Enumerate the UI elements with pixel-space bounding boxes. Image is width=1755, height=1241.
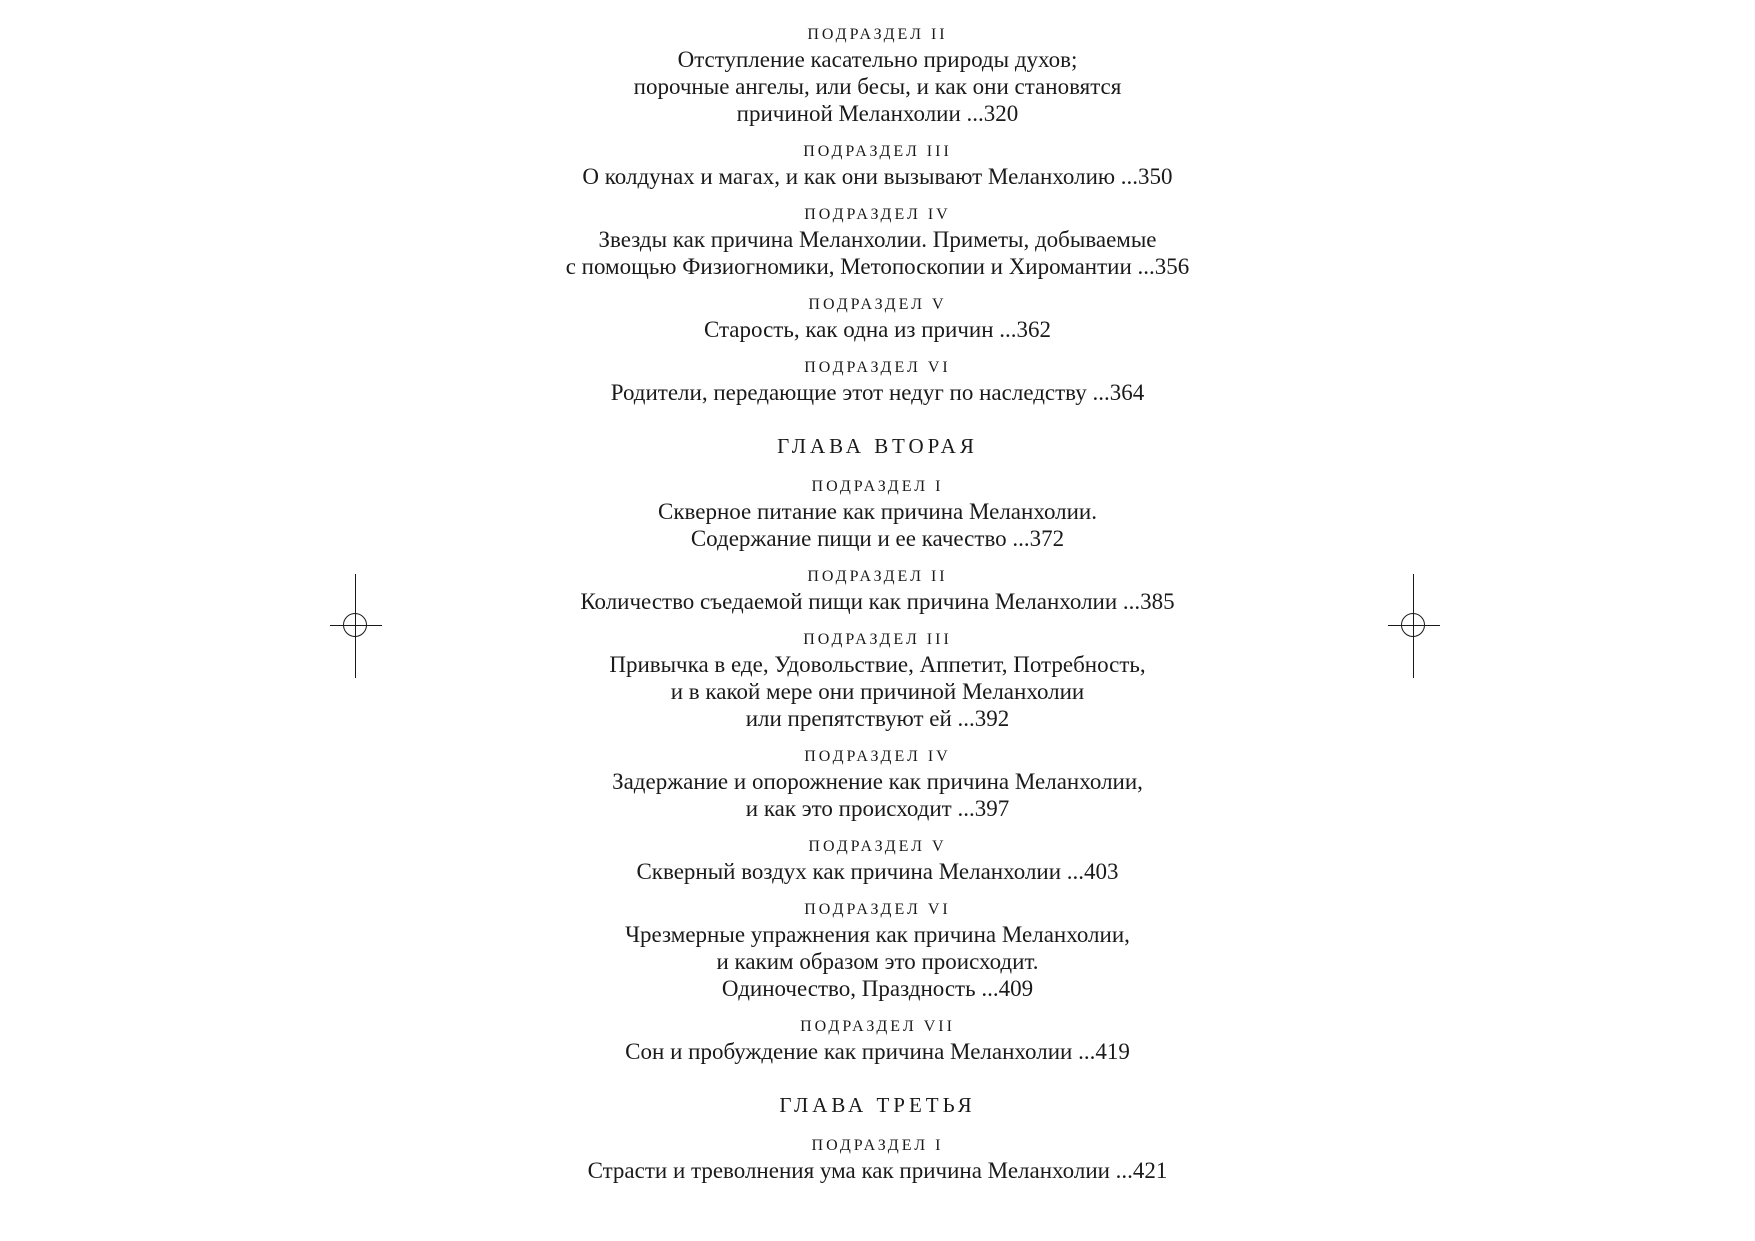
- subsection-label: ПОДРАЗДЕЛ VI: [804, 359, 951, 376]
- entry-title-line: Задержание и опорожнение как причина Меланхолии,: [612, 769, 1143, 794]
- table-of-contents: [0, 24, 1755, 1184]
- entry-title-line: и в какой мере они причиной Меланхолии: [670, 679, 1085, 704]
- entry-title-line: Отступление касательно природы духов;: [677, 47, 1078, 72]
- entry-title-line: Количество съедаемой пищи как причина Меланхолии ...385: [580, 589, 1175, 614]
- entry-title: [0, 588, 1755, 615]
- entry-title-line: Сон и пробуждение как причина Меланхолии ...419: [625, 1039, 1130, 1064]
- subsection-label: ПОДРАЗДЕЛ VII: [800, 1018, 955, 1035]
- entry-title: [0, 163, 1755, 190]
- entry-title-line: О колдунах и магах, и как они вызывают Меланхолию ...350: [582, 164, 1173, 189]
- entry-title: [0, 226, 1755, 280]
- subsection-label: ПОДРАЗДЕЛ IV: [804, 748, 951, 765]
- entry-title-line: Скверное питание как причина Меланхолии.: [658, 499, 1097, 524]
- entry-title-line: Страсти и треволнения ума как причина Меланхолии ...421: [587, 1158, 1168, 1183]
- toc-entry: [0, 746, 1755, 822]
- subsection-label: ПОДРАЗДЕЛ I: [811, 478, 944, 495]
- toc-entry: [0, 1135, 1755, 1184]
- entry-title-line: или препятствуют ей ...392: [745, 706, 1010, 731]
- entry-title: [0, 498, 1755, 552]
- entry-title-line: Содержание пищи и ее качество ...372: [690, 526, 1065, 551]
- subsection-label: ПОДРАЗДЕЛ III: [803, 143, 952, 160]
- entry-title: [0, 316, 1755, 343]
- entry-title-line: порочные ангелы, или бесы, и как они становятся: [633, 74, 1122, 99]
- chapter-heading: ГЛАВА ВТОРАЯ: [777, 434, 978, 458]
- entry-title: [0, 379, 1755, 406]
- toc-entry: [0, 1016, 1755, 1065]
- entry-title-line: с помощью Физиогномики, Метопоскопии и Хиромантии ...356: [565, 254, 1190, 279]
- entry-title-line: Одиночество, Праздность ...409: [721, 976, 1034, 1001]
- subsection-label: ПОДРАЗДЕЛ V: [808, 296, 947, 313]
- toc-entry: [0, 24, 1755, 127]
- registration-circle: [343, 613, 367, 637]
- registration-mark-left: [330, 574, 382, 678]
- entry-title-line: Чрезмерные упражнения как причина Меланхолии,: [625, 922, 1130, 947]
- entry-title: [0, 858, 1755, 885]
- subsection-label: ПОДРАЗДЕЛ VI: [804, 901, 951, 918]
- entry-title-line: Родители, передающие этот недуг по наследству ...364: [610, 380, 1145, 405]
- subsection-label: ПОДРАЗДЕЛ I: [811, 1137, 944, 1154]
- chapter-heading: ГЛАВА ТРЕТЬЯ: [779, 1093, 976, 1117]
- entry-title: [0, 768, 1755, 822]
- entry-title-line: Звезды как причина Меланхолии. Приметы, добываемые: [598, 227, 1157, 252]
- registration-mark-right: [1388, 574, 1440, 678]
- toc-entry: [0, 357, 1755, 406]
- entry-title-line: Скверный воздух как причина Меланхолии ...403: [636, 859, 1119, 884]
- subsection-label: ПОДРАЗДЕЛ IV: [804, 206, 951, 223]
- entry-title: [0, 921, 1755, 1002]
- toc-entry: [0, 294, 1755, 343]
- toc-entry: [0, 204, 1755, 280]
- subsection-label: ПОДРАЗДЕЛ II: [807, 26, 948, 43]
- registration-circle: [1401, 613, 1425, 637]
- entry-title: [0, 651, 1755, 732]
- toc-entry: [0, 836, 1755, 885]
- toc-entry: [0, 476, 1755, 552]
- entry-title-line: Привычка в еде, Удовольствие, Аппетит, Потребность,: [609, 652, 1146, 677]
- entry-title: [0, 1157, 1755, 1184]
- toc-entry: [0, 899, 1755, 1002]
- entry-title-line: причиной Меланхолии ...320: [736, 101, 1019, 126]
- subsection-label: ПОДРАЗДЕЛ V: [808, 838, 947, 855]
- entry-title-line: и как это происходит ...397: [745, 796, 1010, 821]
- toc-entry: [0, 141, 1755, 190]
- toc-entry: [0, 629, 1755, 732]
- entry-title: [0, 46, 1755, 127]
- entry-title-line: и каким образом это происходит.: [716, 949, 1039, 974]
- toc-entry: [0, 566, 1755, 615]
- subsection-label: ПОДРАЗДЕЛ II: [807, 568, 948, 585]
- entry-title-line: Старость, как одна из причин ...362: [703, 317, 1052, 342]
- entry-title: [0, 1038, 1755, 1065]
- subsection-label: ПОДРАЗДЕЛ III: [803, 631, 952, 648]
